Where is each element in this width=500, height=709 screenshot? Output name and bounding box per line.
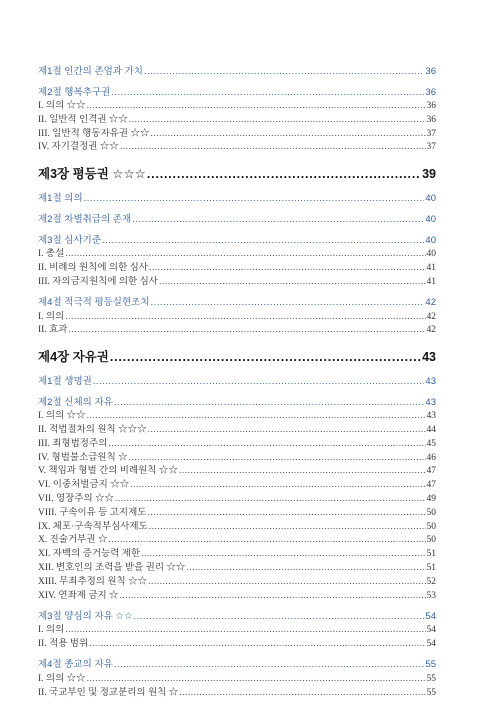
toc-entry-title: I. 의의 <box>38 311 65 322</box>
toc-entry-title: II. 적용 범위 <box>38 639 89 650</box>
toc-page-number: 55 <box>425 659 436 671</box>
toc-page-number: 43 <box>426 411 436 422</box>
toc-entry-title: II. 국교부인 및 정교분리의 원칙 ☆ <box>38 687 179 698</box>
toc-entry-title: 제4절 적극적 평등실현조치 <box>38 297 150 309</box>
toc-page-number: 40 <box>425 234 436 246</box>
toc-item-entry[interactable] <box>38 311 436 325</box>
dot-leader <box>111 85 424 101</box>
toc-page-number: 37 <box>426 142 436 153</box>
dot-leader <box>65 248 425 262</box>
dot-leader <box>151 295 425 311</box>
toc-page-number: 51 <box>426 549 436 560</box>
dot-leader <box>89 638 425 652</box>
dot-leader <box>133 609 424 625</box>
dot-leader <box>102 233 424 249</box>
dot-leader <box>147 163 421 185</box>
toc-entry-title: III. 자의금지원칙에 의한 심사 <box>38 276 158 287</box>
dot-leader <box>186 562 425 576</box>
toc-page-number: 55 <box>426 687 436 698</box>
toc-page-number: 37 <box>426 128 436 139</box>
toc-entry-title: 제4절 종교의 자유 <box>38 659 113 671</box>
toc-entry-title: I. 의의 ☆☆ <box>38 411 86 422</box>
toc-entry-title: V. 책임과 형벌 간의 비례원칙 ☆☆ <box>38 466 178 477</box>
dot-leader <box>129 114 426 128</box>
toc-page-number: 43 <box>425 375 436 387</box>
toc-entry-title: XII. 변호인의 조력을 받을 권리 ☆☆ <box>38 562 186 573</box>
toc-entry-title: IX. 체포·구속적부심사제도 <box>38 521 148 532</box>
toc-entry-title: XIV. 연좌제 금지 ☆ <box>38 590 119 601</box>
toc-entry-title: I. 총설 <box>38 249 65 260</box>
dot-leader <box>130 479 425 493</box>
toc-item-entry[interactable] <box>38 534 436 548</box>
toc-section-entry[interactable] <box>38 374 436 390</box>
toc-entry-title: XI. 자백의 증거능력 제한 <box>38 549 141 560</box>
dot-leader <box>87 100 426 114</box>
toc-item-entry[interactable] <box>38 548 436 562</box>
toc-page-number: 43 <box>425 396 436 408</box>
dot-leader <box>65 624 425 638</box>
toc-page-number: 39 <box>422 167 436 182</box>
dot-leader <box>179 465 426 479</box>
toc-page-number: 41 <box>426 262 436 273</box>
toc-item-entry[interactable] <box>38 410 436 424</box>
dot-leader <box>84 191 425 207</box>
table-of-contents <box>38 58 436 701</box>
dot-leader <box>87 410 426 424</box>
toc-page-number: 52 <box>426 576 436 587</box>
dot-leader <box>149 262 426 276</box>
toc-item-entry[interactable] <box>38 624 436 638</box>
toc-item-entry[interactable] <box>38 521 436 535</box>
toc-entry-title: 제2절 행복추구권 <box>38 86 111 98</box>
dot-leader <box>68 324 425 338</box>
toc-entry-title: II. 비례의 원칙에 의한 심사 <box>38 262 148 273</box>
toc-page-number: 40 <box>425 213 436 225</box>
toc-entry-title: II. 일반적 인격권 ☆☆ <box>38 114 128 125</box>
toc-section-entry[interactable] <box>38 609 436 625</box>
toc-page-number: 40 <box>425 192 436 204</box>
toc-entry-title: 제1절 인간의 존엄과 가치 <box>38 65 143 77</box>
toc-section-entry[interactable] <box>38 191 436 207</box>
toc-page-number: 51 <box>426 562 436 573</box>
toc-page-number: 55 <box>426 673 436 684</box>
dot-leader <box>179 687 425 701</box>
toc-entry-title: VIII. 구속이유 등 고지제도 <box>38 507 147 518</box>
toc-item-entry[interactable] <box>38 638 436 652</box>
toc-page-number: 42 <box>425 297 436 309</box>
toc-section-entry[interactable] <box>38 395 436 411</box>
dot-leader <box>148 576 425 590</box>
toc-entry-title: 제1절 의의 <box>38 192 83 204</box>
dot-leader <box>120 141 426 155</box>
toc-page-number: 40 <box>426 249 436 260</box>
toc-section-entry[interactable] <box>38 64 436 80</box>
dot-leader <box>110 346 421 368</box>
toc-page-number: 54 <box>425 610 436 622</box>
dot-leader <box>114 395 425 411</box>
toc-entry-title: X. 진술거부권 ☆ <box>38 535 108 546</box>
toc-item-entry[interactable] <box>38 465 436 479</box>
toc-item-entry[interactable] <box>38 438 436 452</box>
toc-entry-title: 제3절 양심의 자유 ☆☆ <box>38 610 133 622</box>
toc-item-entry[interactable] <box>38 493 436 507</box>
toc-entry-title: 제1절 생명권 <box>38 375 92 387</box>
toc-entry-title: 제2절 차별취급의 존재 <box>38 213 132 225</box>
toc-item-entry[interactable] <box>38 276 436 290</box>
toc-section-entry[interactable] <box>38 85 436 101</box>
toc-entry-title: IV. 형벌불소급원칙 ☆ <box>38 452 128 463</box>
dot-leader <box>141 548 425 562</box>
toc-entry-title: I. 의의 <box>38 625 65 636</box>
dot-leader <box>120 590 426 604</box>
toc-page-number: 49 <box>426 493 436 504</box>
dot-leader <box>108 534 425 548</box>
toc-entry-title: II. 효과 <box>38 325 68 336</box>
toc-entry-title: II. 적법절차의 원칙 ☆☆☆ <box>38 424 147 435</box>
toc-page-number: 42 <box>426 325 436 336</box>
toc-entry-title: 제2절 신체의 자유 <box>38 396 113 408</box>
toc-item-entry[interactable] <box>38 452 436 466</box>
toc-page-number: 50 <box>426 535 436 546</box>
dot-leader <box>114 657 425 673</box>
dot-leader <box>147 507 425 521</box>
toc-page-number: 44 <box>426 424 436 435</box>
toc-item-entry[interactable] <box>38 324 436 338</box>
dot-leader <box>108 438 425 452</box>
toc-page-number: 43 <box>422 350 436 365</box>
toc-item-entry[interactable] <box>38 576 436 590</box>
toc-entry-title: I. 의의 ☆☆ <box>38 101 86 111</box>
toc-entry-title: VII. 영장주의 ☆☆ <box>38 493 115 504</box>
toc-page-number: 42 <box>426 311 436 322</box>
toc-page-number: 46 <box>426 452 436 463</box>
toc-entry-title: I. 의의 ☆☆ <box>38 673 86 684</box>
toc-page-number: 36 <box>426 114 436 125</box>
toc-item-entry[interactable] <box>38 262 436 276</box>
dot-leader <box>149 521 426 535</box>
toc-section-entry[interactable] <box>38 212 436 228</box>
dot-leader <box>93 374 425 390</box>
dot-leader <box>150 128 425 142</box>
toc-entry-title: XIII. 무죄추정의 원칙 ☆☆ <box>38 576 148 587</box>
toc-section-entry[interactable] <box>38 295 436 311</box>
toc-page-number: 36 <box>426 101 436 111</box>
dot-leader <box>129 452 426 466</box>
toc-page-number: 45 <box>426 438 436 449</box>
dot-leader <box>132 212 424 228</box>
toc-page-number: 50 <box>426 507 436 518</box>
toc-entry-title: 제4장 자유권 <box>38 350 109 365</box>
toc-section-entry[interactable] <box>38 657 436 673</box>
toc-item-entry[interactable] <box>38 100 436 114</box>
toc-item-entry[interactable] <box>38 507 436 521</box>
dot-leader <box>87 673 426 687</box>
dot-leader <box>65 311 425 325</box>
toc-item-entry[interactable] <box>38 562 436 576</box>
toc-page-number: 41 <box>426 276 436 287</box>
toc-page-number: 47 <box>426 480 436 491</box>
dot-leader <box>115 493 425 507</box>
toc-item-entry[interactable] <box>38 128 436 142</box>
toc-item-entry[interactable] <box>38 687 436 701</box>
dot-leader <box>148 424 426 438</box>
toc-item-entry[interactable] <box>38 141 436 155</box>
toc-item-entry[interactable] <box>38 114 436 128</box>
toc-entry-title: 제3장 평등권 ☆☆☆ <box>38 167 146 182</box>
toc-page-number: 50 <box>426 521 436 532</box>
toc-page-number: 36 <box>425 65 436 77</box>
toc-item-entry[interactable] <box>38 424 436 438</box>
toc-item-entry[interactable] <box>38 673 436 687</box>
toc-item-entry[interactable] <box>38 590 436 604</box>
toc-section-entry[interactable] <box>38 233 436 249</box>
toc-chapter-entry[interactable] <box>38 346 436 368</box>
toc-entry-title: VI. 이중처벌금지 ☆☆ <box>38 480 130 491</box>
toc-page-number: 54 <box>426 625 436 636</box>
dot-leader <box>144 64 424 80</box>
toc-entry-title: III. 죄형법정주의 <box>38 438 108 449</box>
toc-page-number: 36 <box>425 86 436 98</box>
toc-page-number: 54 <box>426 639 436 650</box>
toc-entry-title: IV. 자기결정권 ☆☆ <box>38 142 119 153</box>
toc-entry-title: 제3절 심사기준 <box>38 234 101 246</box>
toc-item-entry[interactable] <box>38 248 436 262</box>
toc-chapter-entry[interactable] <box>38 163 436 185</box>
toc-page-number: 47 <box>426 466 436 477</box>
toc-entry-title: III. 일반적 행동자유권 ☆☆ <box>38 128 150 139</box>
toc-item-entry[interactable] <box>38 479 436 493</box>
dot-leader <box>159 276 426 290</box>
toc-page-number: 53 <box>426 590 436 601</box>
